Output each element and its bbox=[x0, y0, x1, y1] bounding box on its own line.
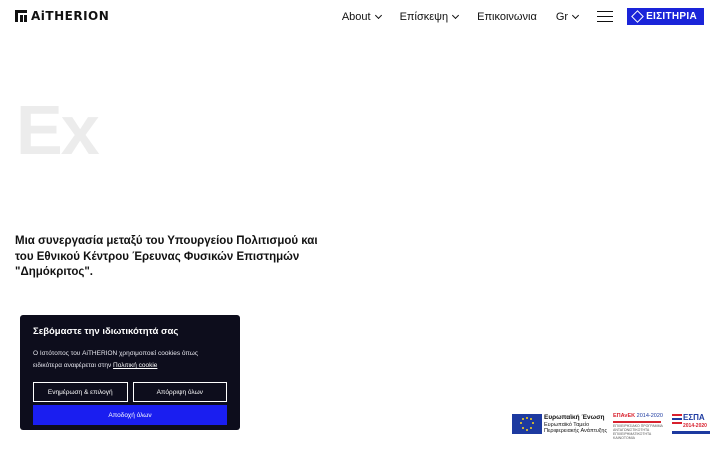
espa-bar bbox=[672, 431, 710, 434]
cookie-reject-all-button[interactable]: Απόρριψη όλων bbox=[133, 382, 228, 402]
epanek-divider bbox=[613, 421, 661, 423]
logo-mark-icon bbox=[15, 10, 27, 22]
nav-about[interactable] bbox=[342, 11, 381, 23]
site-header bbox=[0, 0, 720, 32]
site-logo[interactable] bbox=[15, 9, 109, 23]
language-selector[interactable] bbox=[556, 11, 578, 23]
espa-years: 2014-2020 bbox=[683, 423, 707, 429]
epanek-years: 2014-2020 bbox=[636, 413, 663, 419]
hero-watermark: Ex bbox=[16, 91, 98, 169]
cookie-description: Ο Ιστότοπος του AiTHERION χρησιμοποιεί cookies όπως ειδικότερα αναφέρεται στην bbox=[33, 350, 199, 369]
cookie-text bbox=[33, 348, 227, 372]
tickets-button[interactable] bbox=[627, 8, 704, 25]
ticket-icon bbox=[631, 10, 644, 23]
hero-tagline: Μια συνεργασία μεταξύ του Υπουργείου Πολιτισμού και του Εθνικού Κέντρου Έρευνας Φυσικών Επιστημών "Δημόκριτος". bbox=[15, 235, 318, 278]
logo-text: AiTHERION bbox=[31, 9, 110, 23]
tickets-label: ΕΙΣΙΤΗΡΙΑ bbox=[646, 11, 697, 22]
chevron-down-icon bbox=[452, 11, 459, 18]
epanek-name: ΕΠΑνΕΚ bbox=[613, 413, 636, 419]
main-nav bbox=[342, 8, 704, 25]
nav-visit[interactable] bbox=[400, 11, 459, 23]
cookie-button-row bbox=[33, 382, 227, 402]
nav-visit-label: Επίσκεψη bbox=[399, 10, 449, 23]
epanek-logo bbox=[613, 413, 665, 440]
eu-title: Ευρωπαϊκή Ένωση bbox=[544, 414, 605, 421]
cookie-policy-link[interactable]: Πολιτική cookie bbox=[113, 362, 158, 369]
funding-logos bbox=[512, 412, 710, 440]
hamburger-menu-icon[interactable] bbox=[597, 11, 613, 22]
language-label: Gr bbox=[555, 10, 569, 23]
cookie-preferences-button[interactable]: Ενημέρωση & επιλογή bbox=[33, 382, 128, 402]
espa-name: ΕΣΠΑ bbox=[683, 413, 705, 422]
cookie-consent-banner bbox=[20, 315, 240, 430]
espa-mark-icon bbox=[672, 414, 682, 426]
chevron-down-icon bbox=[375, 11, 382, 18]
eu-label bbox=[544, 415, 607, 434]
epanek-subtitle: ΕΠΙΧΕΙΡΗΣΙΑΚΟ ΠΡΟΓΡΑΜΜΑ ΑΝΤΑΓΩΝΙΣΤΙΚΟΤΗΤΑ ΕΠΙΧΕΙΡΗΜΑΤΙΚΟΤΗΤΑ ΚΑΙΝΟΤΟΜΙΑ bbox=[613, 423, 663, 440]
nav-contact-label: Επικοινωνια bbox=[477, 10, 537, 23]
chevron-down-icon bbox=[572, 11, 579, 18]
nav-contact[interactable] bbox=[477, 11, 537, 23]
cookie-title: Σεβόμαστε την ιδιωτικότητά σας bbox=[33, 326, 179, 337]
eu-fund-line2: Περιφερειακής Ανάπτυξης bbox=[544, 428, 608, 434]
nav-about-label: About bbox=[341, 10, 371, 23]
cookie-accept-all-button[interactable]: Αποδοχή όλων bbox=[33, 405, 227, 425]
eu-flag-icon bbox=[512, 414, 542, 434]
espa-logo bbox=[672, 412, 710, 436]
eu-fund-line1: Ευρωπαϊκό Ταμείο bbox=[544, 422, 590, 428]
epanek-title bbox=[613, 413, 665, 419]
